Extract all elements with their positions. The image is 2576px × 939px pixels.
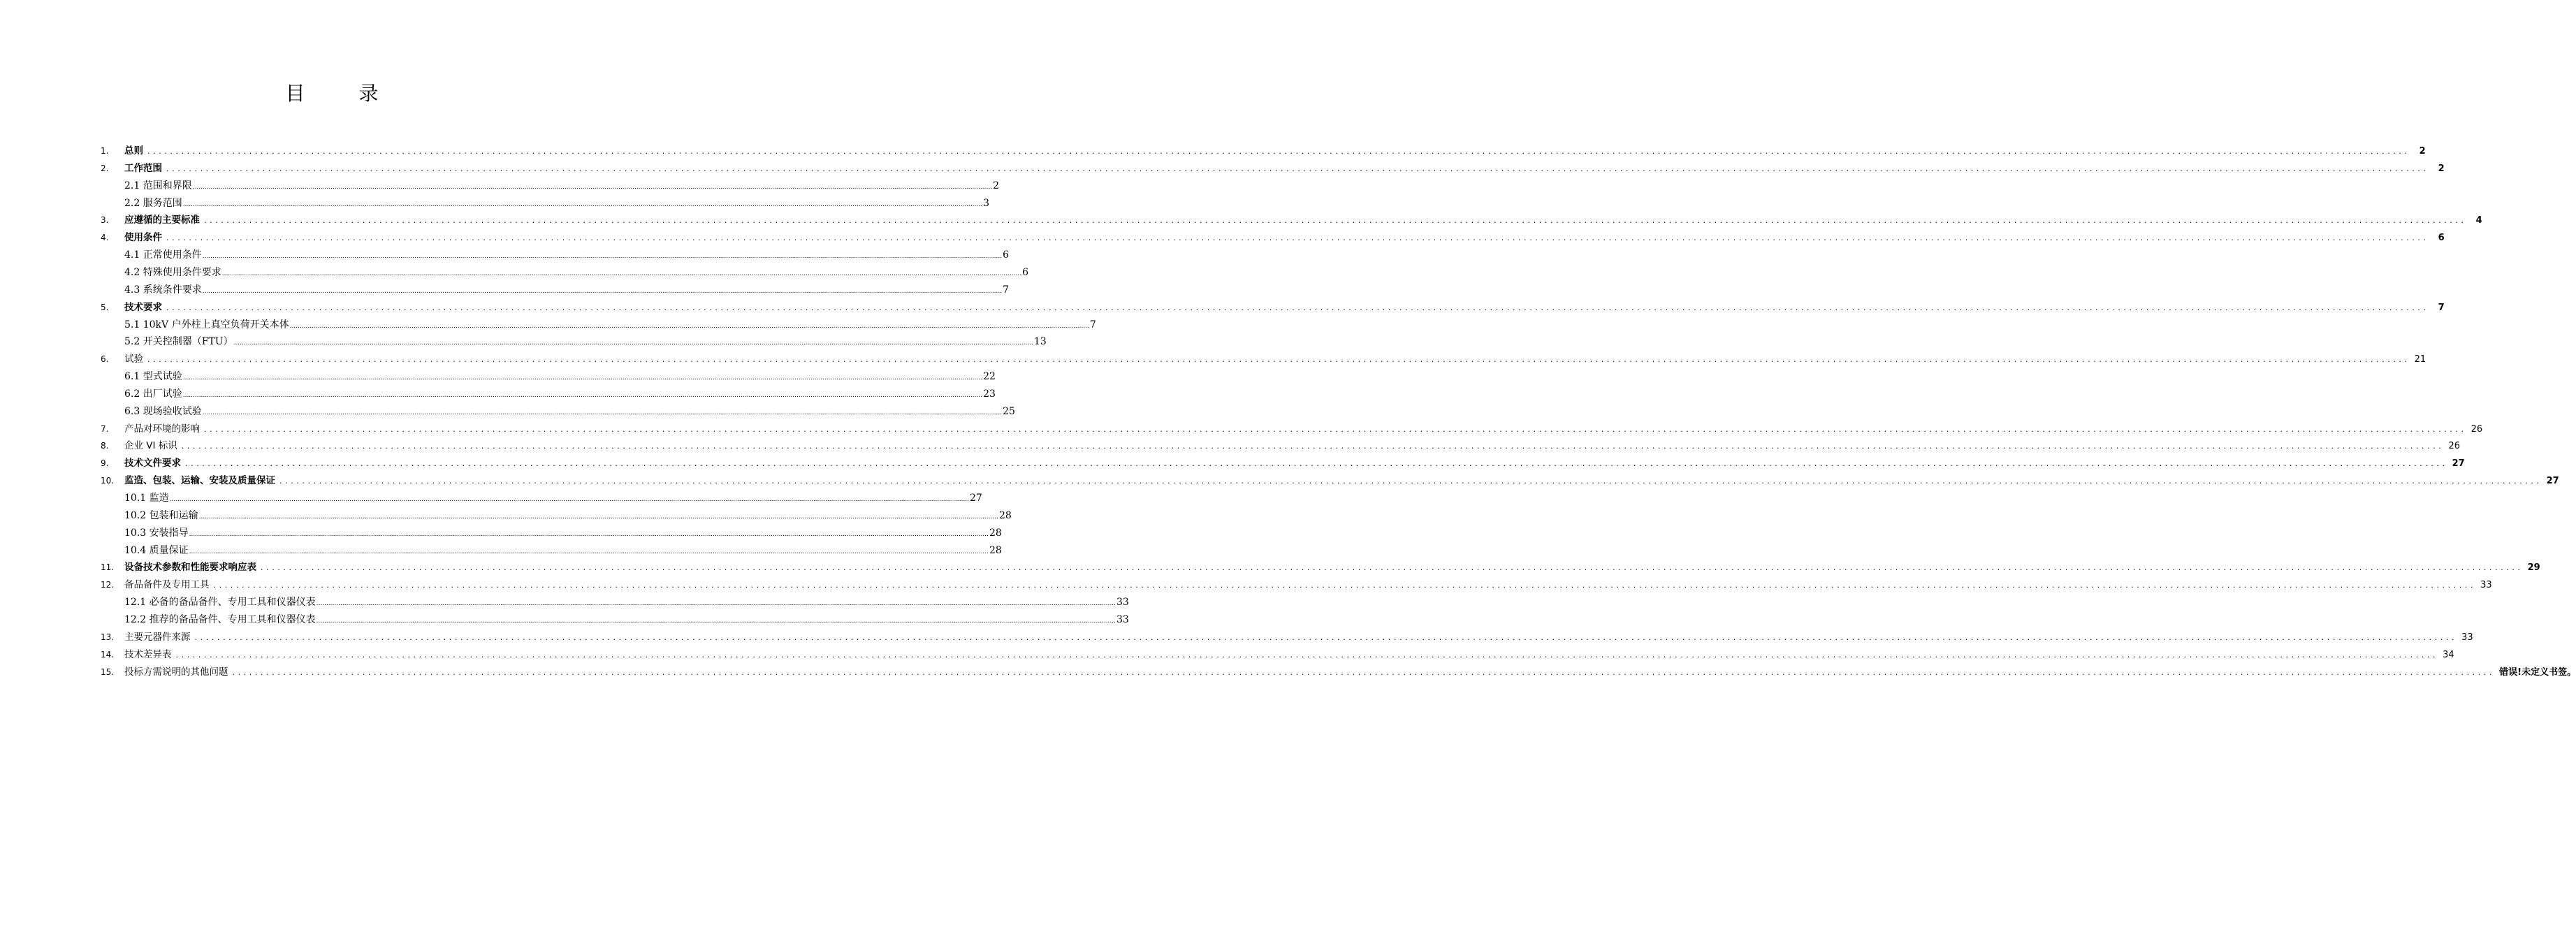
toc-entry-page-number: 3 [983, 197, 989, 209]
toc-entry[interactable] [124, 594, 1129, 611]
toc-entry-number: 11. [101, 562, 115, 573]
toc-leader-dots: ................................................................................................................................................................................................................................................................................................................................................................................................................ [175, 650, 2439, 660]
toc-leader-dots: ................................................................................................................................................................................................................................................................................................................................................................................................................ [202, 409, 1003, 416]
toc-entry[interactable] [124, 247, 1009, 263]
toc-entry-page-number: 13 [1033, 336, 1047, 348]
toc-entry-page-number: 2 [993, 180, 999, 191]
toc-entry[interactable] [101, 351, 2426, 367]
toc-leader-dots: ................................................................................................................................................................................................................................................................................................................................................................................................................ [202, 253, 1003, 261]
toc-entry-label: 6.2 出厂试验 [124, 388, 182, 400]
toc-leader-dots: ................................................................................................................................................................................................................................................................................................................................................................................................................ [198, 513, 998, 521]
toc-entry-page-number: 21 [2414, 354, 2426, 365]
toc-leader-dots: ................................................................................................................................................................................................................................................................................................................................................................................................................ [204, 424, 2467, 434]
toc-entry[interactable] [101, 455, 2465, 472]
toc-entry-label: 试验 [124, 354, 143, 365]
toc-entry[interactable] [101, 559, 2540, 576]
toc-leader-dots: ................................................................................................................................................................................................................................................................................................................................................................................................................ [185, 459, 2448, 469]
toc-entry-number: 15. [101, 667, 115, 677]
toc-leader-dots: ................................................................................................................................................................................................................................................................................................................................................................................................................ [316, 617, 1116, 625]
toc-leader-dots: ................................................................................................................................................................................................................................................................................................................................................................................................................ [289, 322, 1089, 330]
toc-entry-label: 6.1 型式试验 [124, 371, 182, 383]
toc-leader-dots: ................................................................................................................................................................................................................................................................................................................................................................................................................ [261, 563, 2524, 573]
toc-leader-dots: ................................................................................................................................................................................................................................................................................................................................................................................................................ [182, 201, 983, 208]
toc-entry-label: 10.3 安装指导 [124, 527, 189, 539]
toc-leader-dots: ................................................................................................................................................................................................................................................................................................................................................................................................................ [202, 287, 1003, 295]
toc-entry-label: 技术文件要求 [124, 458, 181, 470]
toc-leader-dots: ................................................................................................................................................................................................................................................................................................................................................................................................................ [181, 442, 2445, 451]
toc-entry-page-number: 27 [2452, 458, 2465, 470]
toc-entry[interactable] [101, 421, 2483, 437]
toc-entry-number: 12. [101, 580, 115, 590]
toc-entry-page-number: 33 [1116, 597, 1129, 609]
toc-entry-number: 13. [101, 632, 115, 642]
toc-entry-label: 12.2 推荐的备品备件、专用工具和仪器仪表 [124, 613, 316, 625]
toc-entry-label: 技术要求 [124, 301, 162, 313]
toc-entry[interactable] [101, 437, 2460, 454]
toc-entry-label: 总则 [124, 145, 143, 156]
toc-entry-number: 6. [101, 354, 109, 365]
toc-entry[interactable] [101, 664, 2576, 680]
toc-entry-number: 3. [101, 215, 109, 226]
toc-leader-dots: ................................................................................................................................................................................................................................................................................................................................................................................................................ [192, 183, 993, 191]
toc-entry-page-number: 26 [2448, 441, 2460, 452]
toc-entry-label: 5.1 10kV 户外柱上真空负荷开关本体 [124, 319, 289, 330]
toc-entry-number: 7. [101, 423, 109, 434]
toc-entry-page-number: 4 [2475, 215, 2482, 226]
toc-entry[interactable] [124, 386, 996, 402]
toc-entry[interactable] [101, 212, 2482, 228]
toc-entry[interactable] [101, 229, 2445, 246]
toc-leader-dots: ................................................................................................................................................................................................................................................................................................................................................................................................................ [147, 355, 2410, 365]
toc-entry[interactable] [124, 403, 1015, 420]
toc-leader-dots: ................................................................................................................................................................................................................................................................................................................................................................................................................ [182, 374, 983, 382]
toc-entry-label: 设备技术参数和性能要求响应表 [124, 562, 256, 574]
toc-entry-label: 10.2 包装和运输 [124, 509, 198, 521]
toc-entry-label: 4.1 正常使用条件 [124, 249, 202, 261]
toc-entry-page-number: 33 [2480, 580, 2492, 591]
toc-entry-label: 企业 VI 标识 [124, 440, 177, 452]
toc-entry-page-number: 2 [2438, 163, 2445, 174]
toc-entry-label: 10.1 监造 [124, 493, 169, 504]
toc-entry-label: 应遵循的主要标准 [124, 214, 200, 226]
toc-entry-label: 使用条件 [124, 232, 162, 244]
toc-entry-page-number: 7 [1089, 319, 1096, 330]
toc-leader-dots: ................................................................................................................................................................................................................................................................................................................................................................................................................ [147, 147, 2410, 156]
toc-leader-dots: ................................................................................................................................................................................................................................................................................................................................................................................................................ [166, 163, 2429, 173]
toc-entry-number: 14. [101, 649, 115, 660]
toc-leader-dots: ................................................................................................................................................................................................................................................................................................................................................................................................................ [316, 600, 1116, 608]
toc-entry-label: 工作范围 [124, 162, 162, 174]
toc-entry[interactable] [124, 490, 982, 507]
toc-entry[interactable] [101, 646, 2454, 663]
toc-leader-dots: ................................................................................................................................................................................................................................................................................................................................................................................................................ [204, 216, 2467, 226]
toc-entry-number: 1. [101, 146, 109, 156]
toc-entry[interactable] [124, 177, 999, 194]
toc-entry[interactable] [101, 576, 2492, 593]
toc-entry-page-number: 28 [989, 527, 1002, 539]
toc-entry-label: 2.1 范围和界限 [124, 180, 192, 191]
toc-entry-page-number: 27 [969, 493, 982, 504]
toc-leader-dots: ................................................................................................................................................................................................................................................................................................................................................................................................................ [166, 303, 2429, 312]
toc-entry[interactable] [124, 611, 1129, 628]
toc-entry[interactable] [101, 299, 2445, 316]
toc-leader-dots: ................................................................................................................................................................................................................................................................................................................................................................................................................ [279, 476, 2542, 486]
toc-entry[interactable] [124, 333, 1047, 350]
toc-entry-number: 2. [101, 163, 109, 173]
toc-entry-page-number: 34 [2443, 649, 2454, 660]
toc-entry-label: 10.4 质量保证 [124, 544, 189, 556]
toc-entry-number: 9. [101, 458, 109, 469]
toc-entry-page-number: 22 [983, 371, 996, 383]
page-title: 目 录 [285, 82, 402, 105]
toc-entry[interactable] [124, 542, 1002, 559]
toc-entry-page-number: 6 [1022, 266, 1028, 278]
toc-entry-page-number: 33 [1116, 613, 1129, 625]
toc-leader-dots: ................................................................................................................................................................................................................................................................................................................................................................................................................ [166, 233, 2429, 243]
toc-leader-dots: ................................................................................................................................................................................................................................................................................................................................................................................................................ [213, 581, 2477, 590]
toc-entry-label: 技术差异表 [124, 648, 172, 660]
toc-entry-page-number: 27 [2546, 476, 2559, 487]
toc-entry-number: 10. [101, 476, 115, 486]
toc-entry-number: 4. [101, 233, 109, 243]
toc-entry[interactable] [101, 143, 2426, 159]
toc-entry-label: 产品对环境的影响 [124, 423, 200, 435]
toc-entry-label: 12.1 必备的备品备件、专用工具和仪器仪表 [124, 597, 316, 609]
toc-entry[interactable] [124, 316, 1096, 333]
toc-leader-dots: ................................................................................................................................................................................................................................................................................................................................................................................................................ [233, 340, 1033, 347]
toc-entry-page-number: 28 [998, 509, 1012, 521]
toc-entry-page-number: 26 [2471, 423, 2483, 435]
toc-entry-page-number: 25 [1003, 405, 1015, 417]
toc-leader-dots: ................................................................................................................................................................................................................................................................................................................................................................................................................ [169, 496, 969, 503]
toc-entry-label: 4.2 特殊使用条件要求 [124, 266, 221, 278]
toc-entry-label: 主要元器件来源 [124, 631, 191, 643]
toc-entry[interactable] [124, 525, 1002, 541]
toc-entry-page-number: 28 [989, 544, 1002, 556]
toc-entry[interactable] [124, 368, 996, 385]
toc-entry-page-number: 2 [2419, 146, 2426, 156]
toc-entry-page-number: 错误!未定义书签。 [2499, 667, 2576, 678]
toc-leader-dots: ................................................................................................................................................................................................................................................................................................................................................................................................................ [189, 548, 989, 555]
toc-entry[interactable] [124, 282, 1009, 298]
toc-entry-label: 监造、包装、运输、安装及质量保证 [124, 475, 275, 487]
toc-entry-page-number: 29 [2527, 562, 2540, 574]
toc-leader-dots: ................................................................................................................................................................................................................................................................................................................................................................................................................ [189, 530, 989, 538]
toc-entry-label: 4.3 系统条件要求 [124, 284, 202, 296]
toc-entry-page-number: 33 [2461, 632, 2473, 643]
toc-entry-label: 6.3 现场验收试验 [124, 405, 202, 417]
toc-entry-page-number: 7 [2438, 302, 2445, 313]
toc-leader-dots: ................................................................................................................................................................................................................................................................................................................................................................................................................ [194, 632, 2458, 642]
toc-entry-label: 2.2 服务范围 [124, 197, 182, 209]
toc-entry[interactable] [101, 472, 2559, 489]
toc-entry-page-number: 6 [2438, 233, 2445, 244]
toc-entry-page-number: 6 [1003, 249, 1009, 261]
toc-leader-dots: ................................................................................................................................................................................................................................................................................................................................................................................................................ [221, 270, 1022, 277]
toc-leader-dots: ................................................................................................................................................................................................................................................................................................................................................................................................................ [232, 667, 2496, 677]
toc-entry-number: 5. [101, 302, 109, 312]
toc-entry[interactable] [124, 264, 1028, 281]
toc-entry-label: 5.2 开关控制器（FTU） [124, 336, 233, 348]
toc-entry-number: 8. [101, 441, 109, 451]
toc-entry-page-number: 23 [983, 388, 996, 400]
toc-entry-label: 备品备件及专用工具 [124, 579, 210, 591]
toc-entry[interactable] [101, 629, 2473, 646]
toc-leader-dots: ................................................................................................................................................................................................................................................................................................................................................................................................................ [182, 391, 983, 399]
toc-entry[interactable] [124, 195, 989, 212]
toc-entry[interactable] [124, 507, 1012, 524]
toc-entry-label: 投标方需说明的其他问题 [124, 666, 228, 678]
toc-entry[interactable] [101, 160, 2445, 177]
toc-entry-page-number: 7 [1003, 284, 1009, 296]
